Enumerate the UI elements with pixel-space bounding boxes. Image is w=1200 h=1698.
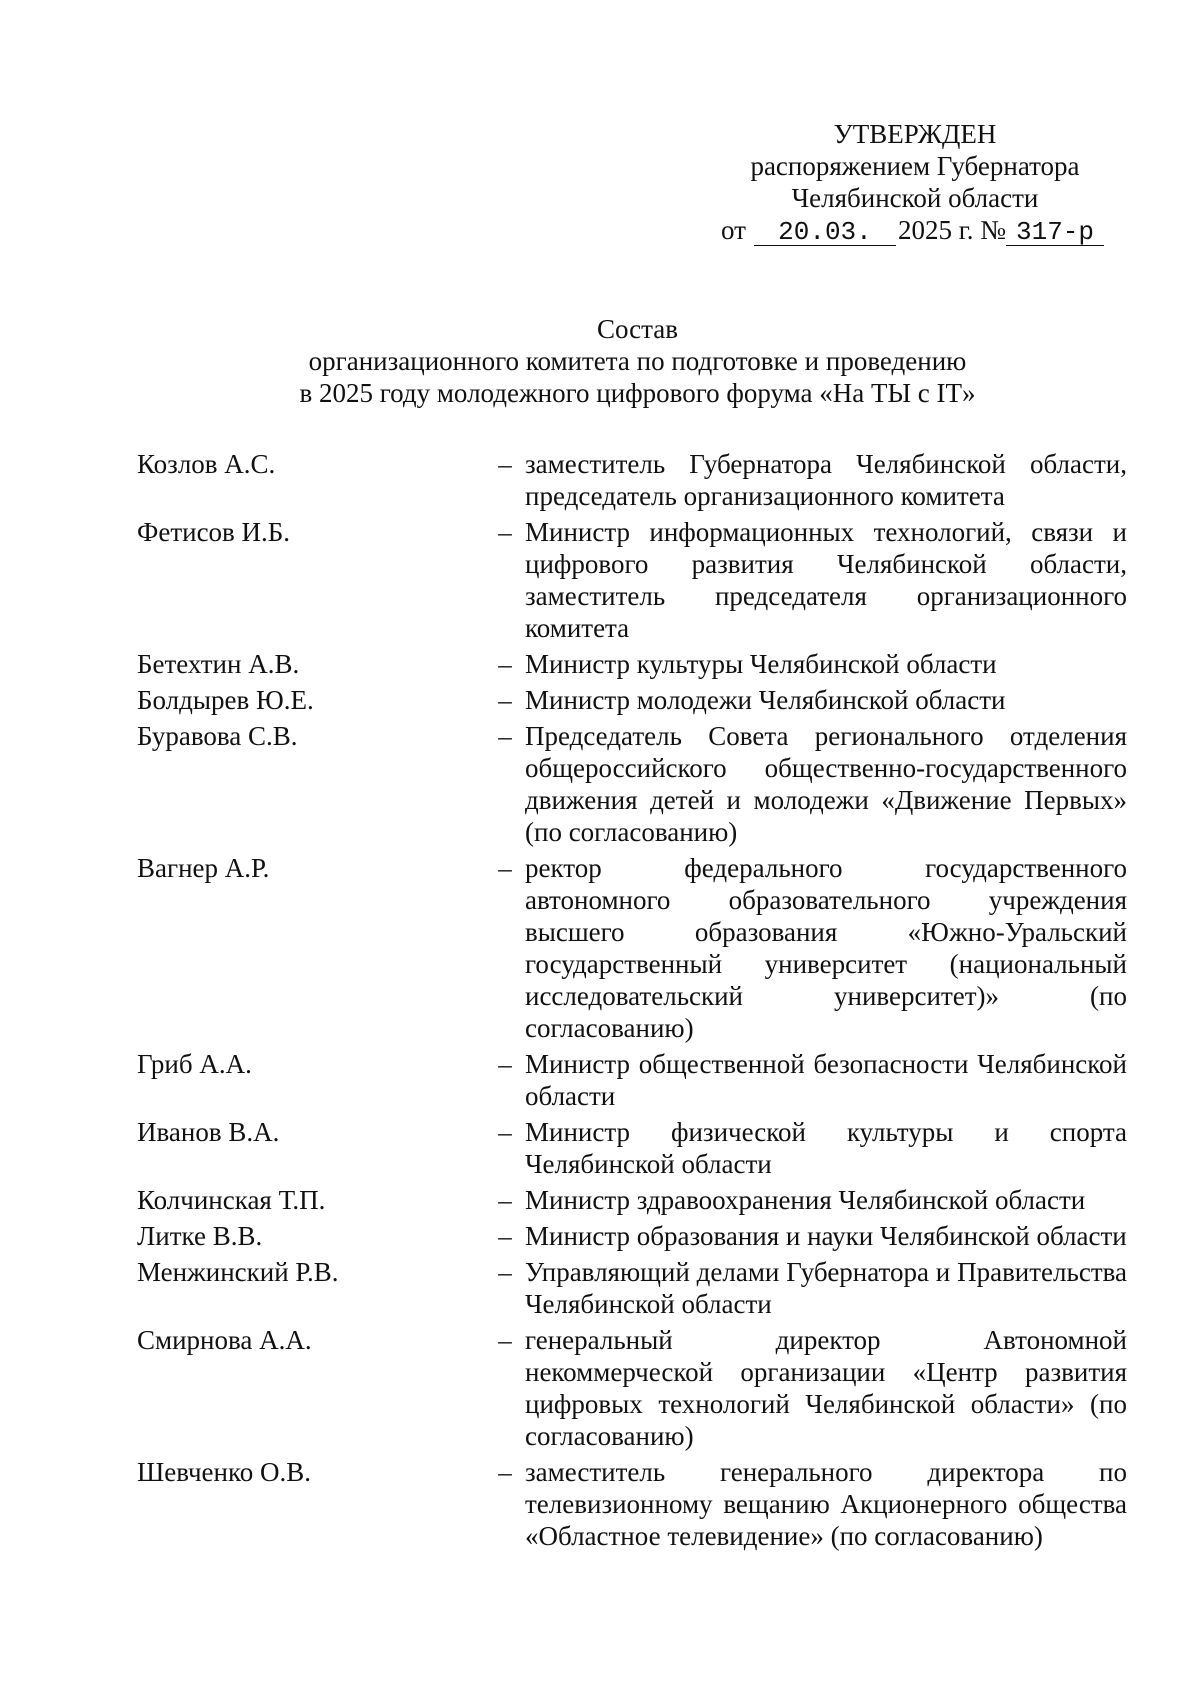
member-dash: – (498, 1117, 512, 1147)
member-position: Министр здравоохранения Челябинской области (525, 1185, 1086, 1215)
approval-block (715, 118, 1115, 246)
member-position: заместитель Губернатора Челябинской области, председатель организационного комитета (525, 449, 1127, 511)
member-position: Министр общественной безопасности Челябинской области (525, 1049, 1127, 1111)
member-dash: – (498, 1325, 512, 1355)
date-prefix: от (721, 215, 746, 245)
members-list (137, 448, 1127, 1556)
document-title (150, 313, 1125, 409)
member-name: Колчинская Т.П. (137, 1185, 326, 1215)
member-name: Фетисов И.Б. (137, 517, 291, 547)
member-name: Вагнер А.Р. (137, 853, 270, 883)
member-row (137, 1456, 1127, 1552)
member-name: Менжинский Р.В. (137, 1257, 339, 1287)
member-row (137, 852, 1127, 1044)
member-row (137, 516, 1127, 644)
member-name: Иванов В.А. (137, 1117, 280, 1147)
member-row (137, 720, 1127, 848)
member-row (137, 448, 1127, 512)
title-line-1: Состав (596, 314, 679, 344)
member-position: Председатель Совета регионального отделения общероссийского общественно-государственного движения детей и молодежи «Движение Первых» (по согласованию) (525, 721, 1127, 847)
member-name: Бетехтин А.В. (137, 649, 300, 679)
member-dash: – (498, 517, 512, 547)
approval-date-line (715, 214, 1115, 246)
member-row (137, 1184, 1127, 1216)
member-position: генеральный директор Автономной некоммерческой организации «Центр развития цифровых технологий Челябинской области» (по согласованию) (525, 1325, 1127, 1451)
member-dash: – (498, 449, 512, 479)
member-dash: – (498, 1221, 512, 1251)
approval-stamp: УТВЕРЖДЕН (833, 119, 997, 149)
member-position: Министр культуры Челябинской области (525, 649, 997, 679)
member-dash: – (498, 685, 512, 715)
title-line-2: организационного комитета по подготовке и проведению (308, 346, 967, 376)
member-row (137, 684, 1127, 716)
approval-region: Челябинской области (791, 183, 1039, 213)
member-row (137, 1256, 1127, 1320)
member-dash: – (498, 1049, 512, 1079)
member-name: Шевченко О.В. (137, 1457, 311, 1487)
member-position: Министр физической культуры и спорта Челябинской области (525, 1117, 1127, 1179)
member-position: Министр информационных технологий, связи и цифрового развития Челябинской области, заместитель председателя организационного комитета (525, 517, 1127, 643)
order-number: 317-р (1006, 219, 1104, 246)
member-position: ректор федерального государственного автономного образовательного учреждения высшего образования «Южно-Уральский государственный университет (национальный исследовательский университет)» (по согласованию) (525, 853, 1127, 1043)
member-name: Буравова С.В. (137, 721, 298, 751)
member-dash: – (498, 853, 512, 883)
member-row (137, 1220, 1127, 1252)
member-dash: – (498, 721, 512, 751)
member-position: заместитель генерального директора по телевизионному вещанию Акционерного общества «Областное телевидение» (по согласованию) (525, 1457, 1127, 1551)
member-dash: – (498, 1257, 512, 1287)
date-day: 20.03. (754, 219, 896, 246)
member-row (137, 648, 1127, 680)
member-row (137, 1324, 1127, 1452)
member-name: Смирнова А.А. (137, 1325, 312, 1355)
member-dash: – (498, 1457, 512, 1487)
member-name: Козлов А.С. (137, 449, 276, 479)
member-name: Гриб А.А. (137, 1049, 252, 1079)
member-position: Управляющий делами Губернатора и Правительства Челябинской области (525, 1257, 1127, 1319)
member-dash: – (498, 649, 512, 679)
member-name: Болдырев Ю.Е. (137, 685, 314, 715)
member-position: Министр молодежи Челябинской области (525, 685, 1006, 715)
member-position: Министр образования и науки Челябинской области (525, 1221, 1127, 1251)
member-row (137, 1116, 1127, 1180)
date-year: 2025 г. № (897, 215, 1006, 245)
approval-authority: распоряжением Губернатора (750, 151, 1080, 181)
member-dash: – (498, 1185, 512, 1215)
member-row (137, 1048, 1127, 1112)
title-line-3: в 2025 году молодежного цифрового форума «На ТЫ с IT» (299, 378, 976, 408)
member-name: Литке В.В. (137, 1221, 263, 1251)
